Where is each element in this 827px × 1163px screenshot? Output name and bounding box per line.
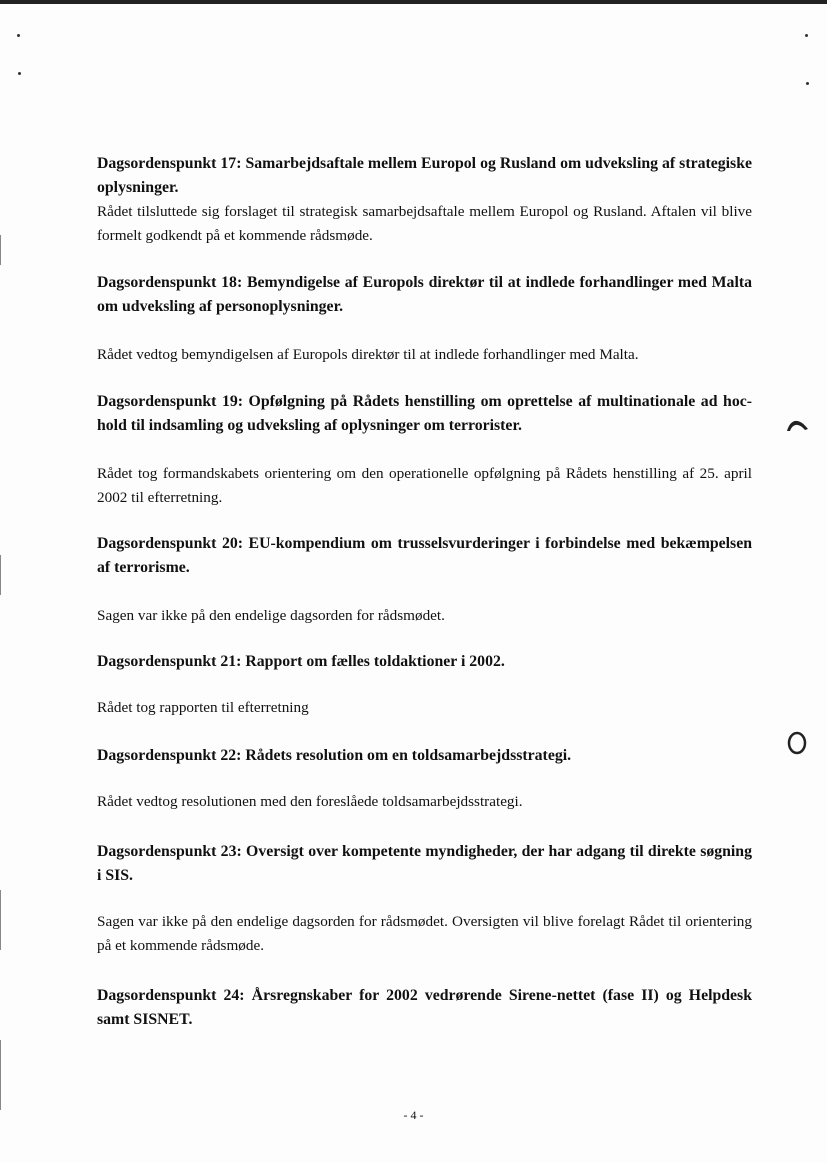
scan-speck: [806, 82, 809, 85]
agenda-item-heading: Dagsordenspunkt 20: EU-kompendium om trusselsvurderinger i forbindelse med bekæmpelsen af terrorisme.: [97, 535, 752, 576]
agenda-item-22: [97, 744, 752, 814]
agenda-item-23: [97, 840, 752, 958]
scan-edge-line: [0, 235, 1, 265]
agenda-item-heading: Dagsordenspunkt 19: Opfølgning på Rådets henstilling om oprettelse af multinationale ad hoc-hold til indsamling og udveksling af oplysninger om terrorister.: [97, 393, 752, 434]
agenda-item-body: Rådet vedtog bemyndigelsen af Europols direktør til at indlede forhandlinger med Malta.: [97, 346, 639, 363]
agenda-item-body: Sagen var ikke på den endelige dagsorden for rådsmødet.: [97, 607, 445, 624]
scan-edge-line: [0, 555, 1, 595]
page-number: - 4 -: [403, 1108, 424, 1122]
agenda-item-heading: Dagsordenspunkt 17: Samarbejdsaftale mellem Europol og Rusland om udveksling af strategiske oplysninger.: [97, 155, 752, 196]
top-edge-rule: [0, 0, 827, 4]
agenda-item-21: [97, 650, 752, 720]
scan-edge-line: [0, 1040, 1, 1110]
agenda-item-24: [97, 984, 752, 1032]
scan-speck: [17, 34, 20, 37]
agenda-item-18: [97, 271, 752, 367]
scan-speck: [18, 72, 21, 75]
agenda-item-body: Rådet tilsluttede sig forslaget til strategisk samarbejdsaftale mellem Europol og Rusland. Aftalen vil blive formelt godkendt på et kommende rådsmøde.: [97, 203, 752, 244]
agenda-item-body: Rådet tog rapporten til efterretning: [97, 699, 309, 716]
agenda-item-19: [97, 390, 752, 510]
scan-edge-line: [0, 890, 1, 950]
agenda-item-heading: Dagsordenspunkt 22: Rådets resolution om en toldsamarbejdsstrategi.: [97, 747, 572, 764]
agenda-item-heading: Dagsordenspunkt 23: Oversigt over kompetente myndigheder, der har adgang til direkte søgning i SIS.: [97, 843, 752, 884]
agenda-item-17: [97, 152, 752, 248]
agenda-item-heading: Dagsordenspunkt 24: Årsregnskaber for 2002 vedrørende Sirene-nettet (fase II) og Helpdesk samt SISNET.: [97, 987, 752, 1028]
agenda-item-body: Rådet tog formandskabets orientering om den operationelle opfølgning på Rådets henstilling af 25. april 2002 til efterretning.: [97, 465, 752, 506]
agenda-item-heading: Dagsordenspunkt 18: Bemyndigelse af Europols direktør til at indlede forhandlinger med Malta om udveksling af personoplysninger.: [97, 274, 752, 315]
agenda-item-20: [97, 532, 752, 628]
agenda-item-body: Sagen var ikke på den endelige dagsorden for rådsmødet. Oversigten vil blive forelagt Rådet til orientering på et kommende rådsmøde.: [97, 913, 752, 954]
scan-speck: [805, 34, 808, 37]
agenda-item-body: Rådet vedtog resolutionen med den foreslåede toldsamarbejdsstrategi.: [97, 793, 523, 810]
agenda-item-heading: Dagsordenspunkt 21: Rapport om fælles toldaktioner i 2002.: [97, 653, 505, 670]
punch-hole-mark: [786, 730, 808, 756]
punch-hole-mark: [786, 416, 810, 432]
